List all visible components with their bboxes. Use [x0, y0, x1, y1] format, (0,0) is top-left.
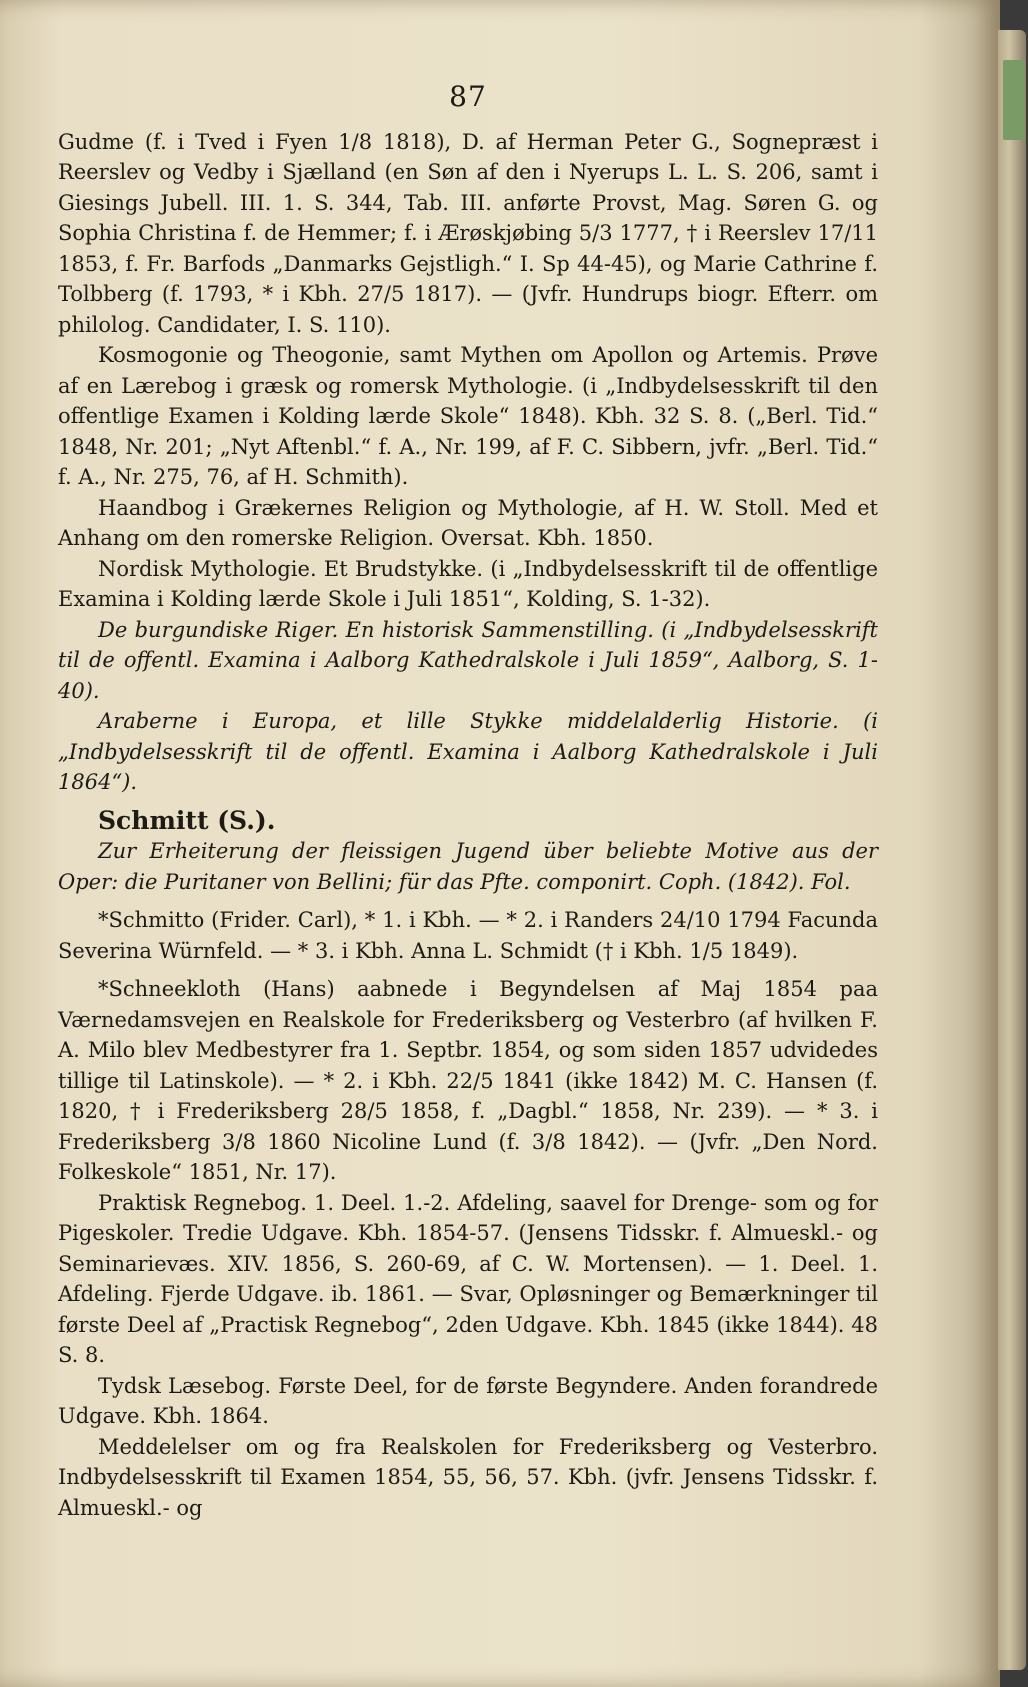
entry-zur-erheiterung: Zur Erheiterung der fleissigen Jugend über beliebte Motive aus der Oper: die Puritaner von Bellini; für das Pfte. componirt. Coph. (1842). Fol. — [58, 839, 878, 894]
entry-kosmogonie: Kosmogonie og Theogonie, samt Mythen om Apollon og Artemis. Prøve af en Lærebog i græsk og romersk Mythologie. (i „Indbydelsesskrift til den offentlige Examen i Kolding lærde Skole“ 1848). Kbh. 32 S. 8. („Berl. Tid.“ 1848, Nr. 201; „Nyt Aftenbl.“ f. A., Nr. 199, af F. C. Sibbern, jvfr. „Berl. Tid.“ f. A., Nr. 275, 76, af H. Schmith). — [58, 343, 878, 489]
entry-schneekloth: *Schneekloth (Hans) aabnede i Begyndelsen af Maj 1854 paa Værnedamsvejen en Realskole for Frederiksberg og Vesterbro (af hvilken F. A. Milo blev Medbestyrer fra 1. Septbr. 1854, og som siden 1857 udvidedes tillige til Latinskole). — * 2. i Kbh. 22/5 1841 (ikke 1842) M. C. Hansen (f. 1820, † i Frederiksberg 28/5 1858, f. „Dagbl.“ 1858, Nr. 239). — * 3. i Frederiksberg 3/8 1860 Nicoline Lund (f. 3/8 1842). — (Jvfr. „Den Nord. Folkeskole“ 1851, Nr. 17). — [58, 977, 878, 1184]
entry-nordisk-mythologie: Nordisk Mythologie. Et Brudstykke. (i „Indbydelsesskrift til de offentlige Examina i Kolding lærde Skole i Juli 1851“, Kolding, S. 1-32). — [58, 556, 878, 611]
entry-haandbog: Haandbog i Grækernes Religion og Mythologie, af H. W. Stoll. Med et Anhang om den romerske Religion. Oversat. Kbh. 1850. — [58, 495, 878, 550]
entry-araberne: Araberne i Europa, et lille Stykke middelalderlig Historie. (i „Indbydelsesskrift til de offentl. Examina i Aalborg Kathedralskole i Juli 1864“). — [58, 709, 878, 794]
entry-gudme-biography: Gudme (f. i Tved i Fyen 1/8 1818), D. af Herman Peter G., Sognepræst i Reerslev og Vedby i Sjælland (en Søn af den i Nyerups L. L. S. 206, samt i Giesings Jubell. III. 1. S. 344, Tab. III. anførte Provst, Mag. Søren G. og Sophia Christina f. de Hemmer; f. i Ærøskjøbing 5/3 1777, † i Reerslev 17/11 1853, f. Fr. Barfods „Danmarks Gejstligh.“ I. Sp 44-45), og Marie Cathrine f. Tolbberg (f. 1793, * i Kbh. 27/5 1817). — (Jvfr. Hundrups biogr. Efterr. om philolog. Candidater, I. S. 110). — [58, 129, 878, 337]
entry-praktisk-regnebog: Praktisk Regnebog. 1. Deel. 1.-2. Afdeling, saavel for Drenge- som og for Pigeskoler. Tredie Udgave. Kbh. 1854-57. (Jensens Tidsskr. f. Almueskl.- og Seminarievæs. XIV. 1856, S. 260-69, af C. W. Mortensen). — 1. Deel. 1. Afdeling. Fjerde Udgave. ib. 1861. — Svar, Opløsninger og Bemærkninger til første Deel af „Practisk Regnebog“, 2den Udgave. Kbh. 1845 (ikke 1844). 48 S. 8. — [58, 1190, 878, 1367]
entry-schmitto: *Schmitto (Frider. Carl), * 1. i Kbh. — * 2. i Randers 24/10 1794 Facunda Severina Würnfeld. — * 3. i Kbh. Anna L. Schmidt († i Kbh. 1/5 1849). — [58, 908, 878, 963]
page-number: 87 — [449, 80, 487, 113]
page-edge — [998, 30, 1026, 1670]
entry-tydsk-laesebog: Tydsk Læsebog. Første Deel, for de første Begyndere. Anden forandrede Udgave. Kbh. 1864. — [58, 1373, 878, 1428]
bookmark-tab — [1003, 60, 1025, 140]
entry-burgundiske-riger: De burgundiske Riger. En historisk Sammenstilling. (i „Indbydelsesskrift til de offentl. Examina i Aalborg Kathedralskole i Juli 1859“, Aalborg, S. 1-40). — [58, 617, 878, 703]
heading-schmitt: Schmitt (S.). — [98, 805, 276, 835]
entry-meddelelser: Meddelelser om og fra Realskolen for Frederiksberg og Vesterbro. Indbydelsesskrift til Examen 1854, 55, 56, 57. Kbh. (jvfr. Jensens Tidsskr. f. Almueskl.- og — [58, 1434, 878, 1520]
page-content — [58, 82, 878, 1523]
